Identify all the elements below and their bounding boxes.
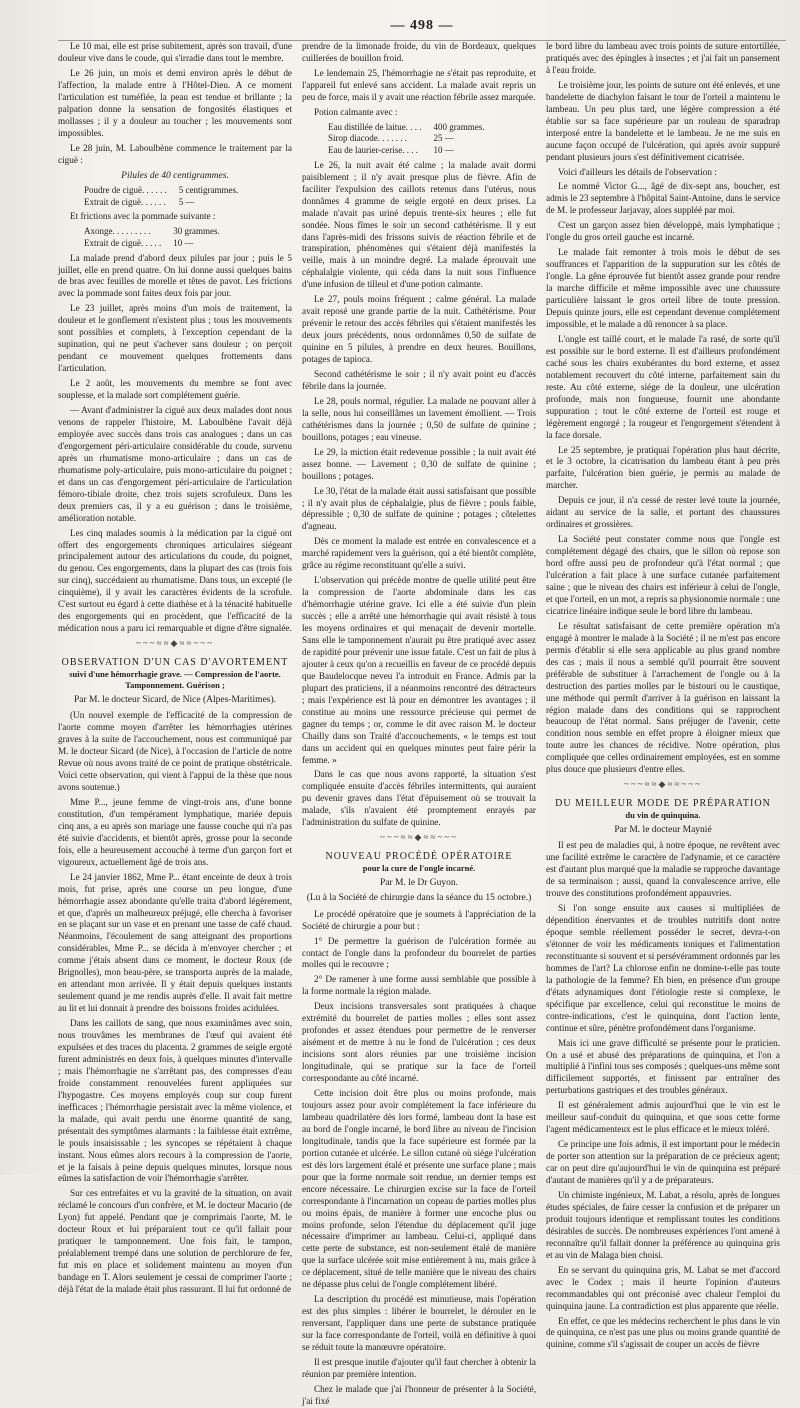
ornament-divider: ~~~≈≈◆≈≈~~~ (624, 779, 702, 790)
paragraph: Le nommé Victor G..., âgé de dix-sept ans, boucher, est admis le 23 septembre à l'hôpital Saint-Antoine, dans le service de M. le professeur Jarjavay, alors suppléé par moi. (546, 181, 780, 216)
paragraph: Cette incision doit être plus ou moins profonde, mais toujours assez pour avoir complétement la face inférieure du lambeau quadrilatère dès lors formé, lambeau dont la base est au bord de l'ongle incarné, le bord libre au niveau de l'incision longitudinale, tandis que la face supérieure est formée par la portion cutanée et ulcérée. Le sillon cutané où siége l'ulcération est dès lors largement étalé et présente une surface plane ; mais pour que la forme normale soit rendue, un dernier temps est encore nécessaire. Le chirurgien excise sur la face de l'orteil correspondante à l'incarnation un copeau de parties molles plus ou moins épais, de manière à former une encoche plus ou moins profonde, selon l'étendue du déplacement qu'il juge nécessaire d'imprimer au lambeau. Celui-ci, appliqué dans cette perte de substance, est non-seulement étalé de manière que la surface ulcérée soit mise entièrement à nu, mais grâce à ce déplacement, situé de telle manière que le niveau des chairs ne dépasse plus celui de l'ongle complétement libéré. (302, 1088, 536, 1290)
page-header (58, 0, 786, 41)
paragraph: Si l'on songe ensuite aux causes si multipliées de dépendition énervantes et de troubles nutritifs dont notre époque semble réellement posséder le secret, devra-t-on s'étonner de voir les médicaments toniques et l'alimentation reconstituante si souvent et si persévéramment ordonnés par les hommes de l'art? La chlorose enfin ne domine-t-elle pas toute la pathologie de la femme? Eh bien, en présence d'un groupe d'états adynamiques dont l'étiologie reste si complexe, le spécifique par excellence, celui qui reconstitue le moins de contre-indications, c'est le quinquina, dont l'action lente, continue et sûre, pénètre profondément dans l'organisme. (546, 903, 780, 1033)
paragraph: En effet, ce que les médecins recherchent le plus dans le vin de quinquina, ce n'est pas une plus ou moins grande quantité de quinine, comme s'il s'agissait de couper un accès de fièvre (546, 1315, 780, 1350)
column-2 (302, 41, 536, 1406)
paragraph: Le 26 juin, un mois et demi environ après le début de l'affection, la malade entre à l'Hôtel-Dieu. A ce moment l'articulation est tuméfiée, la peau est tendue et brillante ; la palpation donne la sensation de fongosités élastiques et mollasses ; il y a douleur au toucher ; les mouvements sont impossibles. (58, 67, 292, 138)
paragraph: Le 23 juillet, après moins d'un mois de traitement, la douleur et le gonflement n'existent plus ; tous les mouvements sont possibles et complets, à l'exception cependant de la supination, qui ne peut s'achever sans douleur ; on perçoit pendant ce mouvement quelques frottements dans l'articulation. (58, 303, 292, 374)
ornament-divider: ~~~≈≈◆≈≈~~~ (380, 832, 458, 843)
prescription-table (78, 185, 244, 208)
paragraph: Second cathétérisme le soir ; il n'y avait point eu d'accès fébrile dans la journée. (302, 368, 536, 391)
paragraph: Ce principe une fois admis, il est important pour le médecin de porter son attention sur la préparation de ce précieux agent; car on peut dire qu'aujourd'hui le vin de quinquina est préparé d'autant de manières qu'il y a de préparateurs. (546, 1139, 780, 1186)
prescription-table (78, 226, 226, 249)
section-subtitle: du vin de quinquina. (625, 809, 701, 820)
paragraph: Voici d'ailleurs les détails de l'observation : (558, 166, 717, 177)
section-note: (Lu à la Société de chirurgie dans la séance du 15 octobre.) (306, 893, 532, 904)
paragraph: Le 27, pouls moins fréquent ; calme général. La malade avait reposé une grande partie de la nuit. Cathétérisme. Pour prévenir le retour des accès fébriles qui s'étaient manifestés les deux jours précédents, nous ordonnâmes 0,50 de sulfate de quinine en 5 pilules, à prendre en deux heures. Bouillons, potages de tapioca. (302, 294, 536, 365)
prescription-table (322, 122, 490, 157)
section-heading (546, 797, 780, 836)
presc-item: Eau distillée de laitue. . . . (328, 121, 422, 132)
paragraph: Dans les caillots de sang, que nous examinâmes avec soin, nous trouvâmes les membranes de l'œuf qui avaient été expulsées et des traces du placenta. 2 grammes de seigle ergoté furent administrés en deux fois, à quelques minutes d'intervalle ; mais l'hémorrhagie ne s'arrêtant pas, des compresses d'eau froide constamment renouvelées furent appliquées sur l'hypogastre. Ces moyens employés coup sur coup furent inefficaces ; l'hémorrhagie persistait avec la même violence, et la malade, qui avait perdu une énorme quantité de sang, présentait des symptômes alarmants : la faiblesse était extrême, le pouls insaisissable ; les syncopes se répétaient à chaque instant. Nous eûmes alors recours à la compression de l'aorte, et je la faisais à peine depuis quelques minutes, lorsque nous eûmes la satisfaction de voir l'hémorrhagie s'arrêter. (58, 1018, 292, 1184)
paragraph: La description du procédé est minutieuse, mais l'opération est des plus simples : libérer le bourrelet, le dérouler en le renversant, l'appliquer dans une perte de substance pratiquée sur la face correspondante de l'orteil, voilà en définitive à quoi se réduit toute la manœuvre opératoire. (302, 1294, 536, 1353)
page-number: — 498 — (390, 18, 454, 33)
section-title: OBSERVATION D'UN CAS D'AVORTEMENT (61, 656, 289, 668)
column-3 (546, 41, 780, 1350)
paragraph: L'ongle est taillé court, et le malade l'a rasé, de sorte qu'il est possible sur le bord externe. Il est d'ailleurs profondément caché sous les chairs exubérantes du bord externe, et assez notablement recouvert du côté interne, parfaitement sain du reste. Au côté externe, siége de la douleur, une ulcération profonde, mais non fongueuse, fournit une abondante suppuration ; tout le côté externe de l'orteil est rouge et légèrement engorgé ; la rougeur et l'engorgement s'étendent à la face dorsale. (546, 333, 780, 440)
paragraph: C'est un garçon assez bien développé, mais lymphatique ; l'ongle du gros orteil gauche est incarné. (546, 220, 780, 243)
presc-item: Axonge. . . . . . . . . (84, 226, 151, 237)
paragraph: Dès ce moment la malade est entrée en convalescence et a marché rapidement vers la guérison, qui a été bientôt complète, grâce au régime reconstituant qu'elle a suivi. (302, 536, 536, 571)
paragraph: Sur ces entrefaites et vu la gravité de la situation, on avait réclamé le concours d'un confrère, et M. le docteur Macario (de Lyon) fut appelé. Pendant que je comprimais l'aorte, M. le docteur Roux et lui préparaient tout ce qu'il fallait pour pratiquer le tamponnement. Une fois fait, le tampon, préalablement trempé dans une solution de perchlorure de fer, fut mis en place et solidement maintenu au moyen d'un bandage en T. Alors seulement je cessai de comprimer l'aorte ; déjà l'état de la malade était plus rassurant. Il lui fut ordonné de (58, 1188, 292, 1295)
column-1 (58, 41, 292, 1295)
presc-item: Extrait de ciguë. . . . . . (84, 196, 166, 207)
paragraph: Le 29, la miction était redevenue possible ; la nuit avait été assez bonne. — Lavement ; 0,30 de sulfate de quinine ; bouillons ; potages. (302, 446, 536, 481)
section-heading (302, 850, 536, 905)
paragraph: Il est généralement admis aujourd'hui que le vin est le meilleur sauf-conduit du quinquina, et que sous cette forme l'agent médicamenteux est le plus efficace et le mieux toléré. (546, 1100, 780, 1135)
prescription-title: Pilules de 40 centigrammes. (121, 170, 229, 181)
paragraph: Depuis ce jour, il n'a cessé de rester levé toute la journée, aidant au service de la salle, et portant des chaussures ordinaires et grossières. (546, 495, 780, 530)
section-subtitle: suivi d'une hémorrhagie grave. — Compression de l'aorte. Tamponnement. Guérison ; (69, 668, 281, 690)
section-title: DU MEILLEUR MODE DE PRÉPARATION (555, 797, 771, 809)
paragraph: En se servant du quinquina gris, M. Labat se met d'accord avec le Codex ; mais il heurte l'opinion d'auteurs recommandables qui ont préconisé avec chaleur l'emploi du quinquina jaune. La contradiction est plus apparente que réelle. (546, 1264, 780, 1311)
presc-dose: 5 centigrammes. (178, 184, 239, 195)
paragraph: Le 30, l'état de la malade était aussi satisfaisant que possible ; il n'y avait plus de céphalalgie, plus de fièvre ; pouls faible, dépressible ; 0,30 de sulfate de quinine ; potages ; côtelettes d'agneau. (302, 485, 536, 532)
paragraph: Potion calmante avec : (314, 106, 398, 117)
paragraph: prendre de la limonade froide, du vin de Bordeaux, quelques cuillerées de bouillon froid. (302, 41, 536, 63)
paragraph: Mais ici une grave difficulté se présente pour le praticien. On a usé et abusé des préparations de quinquina, et l'on a multiplié à l'infini tous ses composés ; quelques-uns même sont difficilement supportés, et finissent par entraîner des perturbations gastriques et des troubles généraux. (546, 1037, 780, 1096)
text-columns (58, 41, 786, 1406)
section-heading (58, 656, 292, 706)
paragraph: Le résultat satisfaisant de cette première opération m'a engagé à montrer le malade à la Société ; il ne m'est pas encore permis d'établir si elle sera applicable au plus grand nombre des cas ; mais il nous a semblé qu'il pourrait être souvent préférable de substituer à l'arrachement de l'ongle ou à la destruction des parties molles par le bistouri ou le caustique, une méthode qui permît d'arriver à la guérison en laissant la région malade dans des conditions qui se rapprochent beaucoup de l'état normal. Sans préjuger de l'avenir, cette condition nous semble en effet propre à éloigner mieux que toute autre les chances de récidive. Notre opération, plus compliquée que celles ordinairement employées, est en somme plus douce que plusieurs d'entre elles. (546, 620, 780, 775)
paragraph: (Un nouvel exemple de l'efficacité de la compression de l'aorte comme moyen d'arrêter les hémorrhagies utérines graves à la suite de l'accouchement, nous est communiqué par M. le docteur Sicard (de Nice), à l'occasion de l'article de notre Revue où nous avons traité de ce point de pratique obstétricale. Voici cette observation, qui vient à l'appui de la thèse que nous avons soutenue.) (58, 710, 292, 792)
paragraph: Le 28 juin, M. Laboulbène commence le traitement par la ciguë : (58, 142, 292, 165)
presc-dose: 10 — (173, 237, 194, 248)
paragraph: L'observation qui précède montre de quelle utilité peut être la compression de l'aorte abdominale dans les cas d'hémorrhagie utérine grave. Ici elle a été suivie d'un plein succès ; elle a arrêté une hémorrhagie qui avait résisté à tous les moyens ordinaires et qui menaçait de devenir mortelle. Sans elle le tamponnement n'aurait pu être pratiqué avec assez de rapidité pour prévenir une issue fatale. C'est un fait de plus à ajouter à ceux qu'on a recueillis en faveur de ce procédé depuis que Baudelocque neveu l'a introduit en France. Admis par la plupart des praticiens, il a néanmoins rencontré des détracteurs ; mais l'expérience est là pour en démontrer les avantages ; il constitue au moins une ressource précieuse qui permet de gagner du temps ; or, comme le dit avec raison M. le docteur Chailly dans son Traité d'accouchements, « le temps est tout dans un accident qui en quelques minutes peut faire périr la femme. » (302, 575, 536, 765)
paragraph: Le 26, la nuit avait été calme ; la malade avait dormi paisiblement ; il n'y avait presque plus de fièvre. Afin de faciliter l'expulsion des caillots retenus dans l'utérus, nous donnâmes 4 gramme de seigle ergoté en deux prises. La malade n'avait pas uriné depuis trente-six heures ; elle fut sondée. Nous fîmes le soir un second cathétérisme. Il y eut dans l'après-midi des frissons suivis de réaction fébrile et de transpiration, phénomènes qui s'étaient déjà manifestés la veille, mais à un moindre degré. La malade éprouvait une céphalalgie violente, qui céda dans la nuit sous l'influence d'une infusion de tilleul et d'une potion calmante. (302, 159, 536, 290)
presc-dose: 400 grammes. (433, 121, 485, 132)
paragraph: Deux incisions transversales sont pratiquées à chaque extrémité du bourrelet de parties molles ; elles sont assez profondes et assez étendues pour permettre de le renverser aisément et de mettre à nu le fond de l'ulcération ; ces deux incisions sont alors réunies par une troisième incision longitudinale, qui se pratique sur la face de l'orteil correspondante au côté incarné. (302, 1001, 536, 1084)
paragraph: Le troisième jour, les points de suture ont été enlevés, et une bandelette de diachylon faisant le tour de l'orteil a maintenu le lambeau. Un peu plus tard, une légère compression a été établie sur sa face supérieure par un rouleau de sparadrap interposé entre la bandelette et le lambeau. Je ne me suis en aucune façon occupé de l'ulcération, qui après avoir suppuré pendant plusieurs jours s'est définitivement cicatrisée. (546, 79, 780, 162)
paragraph: La Société peut constater comme nous que l'ongle est complétement dégagé des chairs, que le sillon où repose son bord offre aussi peu de profondeur qu'à l'état normal ; que l'ulcération a fait place à une surface cutanée parfaitement saine ; que le niveau des chairs est inférieur à celui de l'ongle, et que l'orteil, en un mot, a repris sa physionomie normale : une cicatrice linéaire indique seule le bord libre du lambeau. (546, 534, 780, 616)
paragraph: Mme P..., jeune femme de vingt-trois ans, d'une bonne constitution, d'un tempérament lymphatique, mariée depuis cinq ans, a eu après son mariage une fausse couche qui n'a pas été suivie d'accidents, et bientôt après, grosse pour la seconde fois, elle a heureusement accouché à terme d'un garçon fort et vigoureux, actuellement âgé de trois ans. (58, 796, 292, 867)
section-title: NOUVEAU PROCÉDÉ OPÉRATOIRE (325, 850, 513, 862)
presc-dose: 10 — (433, 145, 454, 156)
paragraph: Le 28, pouls normal, régulier. La malade ne pouvant aller à la selle, nous lui conseillâmes un lavement émollient. — Trois cathétérismes dans la journée ; 0,50 de sulfate de quinine ; bouillons, potages ; eau vineuse. (302, 395, 536, 442)
paragraph: Le lendemain 25, l'hémorrhagie ne s'était pas reproduite, et l'appareil fut enlevé sans accident. La malade avait repris un peu de force, mais il y avait une réaction fébrile assez marquée. (302, 67, 536, 102)
ornament-divider: ~~~≈≈◆≈≈~~~ (136, 638, 214, 649)
paragraph: — Avant d'administrer la ciguë aux deux malades dont nous venons de rappeler l'histoire, M. Laboulbène l'avait déjà employée avec succès dans trois cas analogues ; dans un cas d'engorgement péri-articulaire considérable du coude, survenu après un rhumatisme mono-articulaire ; dans un cas de rhumatisme poly-articulaire, puis mono-articulaire du poignet ; et dans un cas d'engorgement péri-articulaire de l'articulation fémoro-tibiale droite, chez trois sujets scrofuleux. Dans les deux premiers cas, il y a eu guérison ; dans le troisième, amélioration notable. (58, 405, 292, 523)
paragraph: Le malade fait remonter à trois mois le début de ses souffrances et l'apparition de la suppuration sur les côtés de l'ongle. La gêne éprouvée fut bientôt assez grande pour rendre la marche difficile et même impossible avec une chaussure particulière laissant le gros orteil libre de toute pression. Depuis quinze jours, elle est cependant devenue complétement impossible, et le malade a dû renoncer à sa place. (546, 247, 780, 329)
presc-dose: 30 grammes. (173, 226, 220, 237)
section-subtitle: pour la cure de l'ongle incarné. (362, 862, 476, 873)
presc-item: Sirop diacode. . . . . . . (328, 133, 407, 144)
paragraph: Les cinq malades soumis à la médication par la ciguë ont offert des engorgements chroniques articulaires siégeant principalement autour des articulations du coude, du poignet, du genou. Ces engorgements, dans la plupart des cas (trois fois sur cinq), succédaient au rhumatisme. Dans tous, un excepté (le cinquième), il y avait les caractères évidents de la scrofule. C'est surtout eu égard à cette diathèse et à la ténacité habituelle des engorgements qui en procèdent, que l'efficacité de la médication nous a paru ici remarquable et digne d'être signalée. (58, 527, 292, 634)
paragraph: Le 2 août, les mouvements du membre se font avec souplesse, et la malade sort complétement guérie. (58, 378, 292, 401)
presc-item: Poudre de ciguë. . . . . . (84, 184, 167, 195)
paragraph: Le procédé opératoire que je soumets à l'appréciation de la Société de chirurgie a pour but : (302, 908, 536, 931)
paragraph: Un chimiste ingénieux, M. Labat, a résolu, après de longues études spéciales, de faire cesser la confusion et de préparer un produit toujours identique et remplissant toutes les conditions désirables de succès. De nombreuses expériences l'ont amené à reconnaître qu'il fallait donner la préférence au quinquina gris et au vin de Malaga bien choisi. (546, 1190, 780, 1260)
paragraph: 2° De ramener à une forme aussi semblable que possible à la forme normale la région malade. (302, 974, 536, 997)
presc-item: Extrait de ciguë. . . . . (84, 237, 162, 248)
section-author: Par M. le Dr Guyon. (379, 877, 459, 888)
paragraph: La malade prend d'abord deux pilules par jour ; puis le 5 juillet, elle en prend quatre. On lui donne aussi quelques bains de bras avec feuilles de morelle et têtes de pavot. Les frictions avec la pommade sont faites deux fois par jour. (58, 252, 292, 299)
section-author: Par M. le docteur Maynié (614, 824, 712, 835)
paragraph: Le 10 mai, elle est prise subitement, après son travail, d'une douleur vive dans le coude, qui s'irradie dans tout le membre. (58, 41, 292, 63)
paragraph: Il est presque inutile d'ajouter qu'il faut chercher à obtenir la réunion par première intention. (302, 1356, 536, 1379)
paragraph: Et frictions avec la pommade suivante : (70, 211, 216, 222)
paragraph: Le 24 janvier 1862, Mme P... étant enceinte de deux à trois mois, fut prise, après une course un peu longue, d'une hémorrhagie assez abondante qu'elle traita d'abord légèrement, et que, d'après un malheureux préjugé, elle chercha à favoriser en se plaçant sur un vase et en prenant une tasse de café chaud. Néanmoins, l'écoulement de sang atteignant des proportions considérables, Mme P... se décida à m'envoyer chercher ; et comme j'étais absent dans ce moment, le docteur Roux (de Brignolles), mon beau-père, se transporta auprès de la malade, en attendant mon arrivée. Il y était depuis quelques instants seulement quand je me rendis auprès d'elle. Il avait fait mettre au lit et lui donnait à prendre des boissons froides acidulées. (58, 871, 292, 1014)
paragraph: Il est peu de maladies qui, à notre époque, ne revêtent avec une facilité extrême le caractère de l'adynamie, et ce caractère est d'autant plus marqué que la maladie se rapproche davantage de sa terminaison ; aussi, quand la convalescence arrive, elle trouve des constitutions profondément appauvries. (546, 840, 780, 899)
paragraph: le bord libre du lambeau avec trois points de suture entortillée, pratiqués avec des épingles à insectes ; et j'ai fait un pansement à l'eau froide. (546, 41, 780, 75)
paragraph: Dans le cas que nous avons rapporté, la situation s'est compliquée ensuite d'accès fébriles intermittents, qui auraient pu devenir graves dans l'état d'épuisement où se trouvait la malade, s'ils n'avaient été promptement enrayés par l'administration du sulfate de quinine. (302, 769, 536, 828)
paragraph: Le 25 septembre, je pratiquai l'opération plus haut décrite, et le 3 octobre, la cicatrisation du lambeau étant à peu près parfaite, l'ulcération bien guérie, je permis au malade de marcher. (546, 444, 780, 491)
section-author: Par M. le docteur Sicard, de Nice (Alpes-Maritimes). (73, 694, 277, 705)
presc-dose: 5 — (178, 196, 195, 207)
paragraph: Chez le malade que j'ai l'honneur de présenter à la Société, j'ai fixé (302, 1383, 536, 1406)
paragraph: 1° De permettre la guérison de l'ulcération formée au contact de l'ongle dans la profondeur du bourrelet de parties molles qui le recouvre ; (302, 935, 536, 970)
presc-dose: 25 — (433, 133, 454, 144)
presc-item: Eau de laurier-cerise. . . . (328, 145, 419, 156)
